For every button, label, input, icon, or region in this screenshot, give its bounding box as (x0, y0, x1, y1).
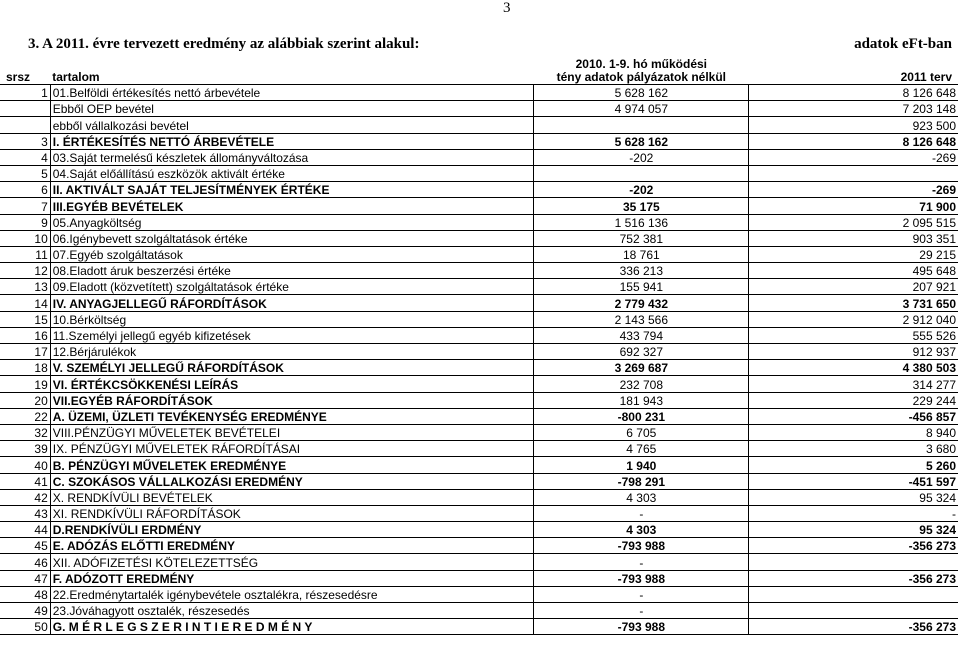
row-actual: 6 705 (534, 424, 749, 440)
table-row (0, 392, 958, 408)
row-label: IX. PÉNZÜGYI MŰVELETEK RÁFORDÍTÁSAI (50, 441, 534, 457)
row-plan: 314 277 (749, 376, 958, 392)
row-srsz (0, 117, 50, 133)
header-tartalom: tartalom (52, 70, 100, 84)
row-actual: 5 628 162 (534, 85, 749, 101)
row-label: 12.Bérjárulékok (50, 344, 534, 360)
table-row (0, 408, 958, 424)
row-actual: 4 765 (534, 441, 749, 457)
row-srsz: 48 (0, 586, 50, 602)
row-srsz: 13 (0, 279, 50, 295)
table-row (0, 619, 958, 635)
row-label: V. SZEMÉLYI JELLEGŰ RÁFORDÍTÁSOK (50, 360, 534, 376)
table-row (0, 489, 958, 505)
row-plan: 95 324 (749, 522, 958, 538)
row-label: XI. RENDKÍVÜLI RÁFORDÍTÁSOK (50, 505, 534, 521)
row-actual: -793 988 (534, 538, 749, 554)
row-actual: 433 794 (534, 327, 749, 343)
row-plan: 8 940 (749, 424, 958, 440)
row-label: 09.Eladott (közvetített) szolgáltatások értéke (50, 279, 534, 295)
row-actual: - (534, 586, 749, 602)
table-row (0, 214, 958, 230)
row-actual: 232 708 (534, 376, 749, 392)
row-actual: -202 (534, 182, 749, 198)
row-plan: 207 921 (749, 279, 958, 295)
row-actual: 18 761 (534, 246, 749, 262)
table-row (0, 376, 958, 392)
row-actual: 752 381 (534, 230, 749, 246)
row-label: XII. ADÓFIZETÉSI KÖTELEZETTSÉG (50, 554, 534, 570)
row-srsz: 9 (0, 214, 50, 230)
row-srsz: 50 (0, 619, 50, 635)
row-label: B. PÉNZÜGYI MŰVELETEK EREDMÉNYE (50, 457, 534, 473)
row-actual: 1 516 136 (534, 214, 749, 230)
row-label: I. ÉRTÉKESÍTÉS NETTÓ ÁRBEVÉTELE (50, 133, 534, 149)
row-srsz: 4 (0, 149, 50, 165)
header-actual-line2: tény adatok pályázatok nélkül (556, 70, 727, 84)
row-plan: -456 857 (749, 408, 958, 424)
table-row (0, 198, 958, 214)
table-header-row (0, 56, 958, 85)
row-plan: -356 273 (749, 538, 958, 554)
table-row (0, 165, 958, 181)
row-actual: -800 231 (534, 408, 749, 424)
row-plan: 3 731 650 (749, 295, 958, 311)
row-label: 23.Jóváhagyott osztalék, részesedés (50, 603, 534, 619)
row-label: ebből vállalkozási bevétel (50, 117, 534, 133)
row-plan: 5 260 (749, 457, 958, 473)
row-plan: 8 126 648 (749, 85, 958, 101)
row-srsz: 18 (0, 360, 50, 376)
row-plan (749, 603, 958, 619)
row-actual (534, 165, 749, 181)
row-label: Ebből OEP bevétel (50, 101, 534, 117)
table-row (0, 538, 958, 554)
table-row (0, 117, 958, 133)
row-label: 11.Személyi jellegű egyéb kifizetések (50, 327, 534, 343)
row-srsz: 3 (0, 133, 50, 149)
header-plan: 2011 terv (900, 70, 952, 84)
row-plan: 2 095 515 (749, 214, 958, 230)
row-srsz: 43 (0, 505, 50, 521)
row-label: 01.Belföldi értékesítés nettó árbevétele (50, 85, 534, 101)
row-actual: - (534, 603, 749, 619)
row-srsz: 22 (0, 408, 50, 424)
row-plan: -269 (749, 149, 958, 165)
row-label: III.EGYÉB BEVÉTELEK (50, 198, 534, 214)
row-label: IV. ANYAGJELLEGŰ RÁFORDÍTÁSOK (50, 295, 534, 311)
row-srsz: 17 (0, 344, 50, 360)
table-row (0, 85, 958, 101)
row-actual: 692 327 (534, 344, 749, 360)
row-label: VII.EGYÉB RÁFORDÍTÁSOK (50, 392, 534, 408)
row-srsz: 16 (0, 327, 50, 343)
row-plan: 923 500 (749, 117, 958, 133)
table-row (0, 344, 958, 360)
row-actual: 35 175 (534, 198, 749, 214)
row-label: II. AKTIVÁLT SAJÁT TELJESÍTMÉNYEK ÉRTÉKE (50, 182, 534, 198)
row-plan (749, 165, 958, 181)
table-row (0, 246, 958, 262)
row-label: 07.Egyéb szolgáltatások (50, 246, 534, 262)
row-plan: 912 937 (749, 344, 958, 360)
row-srsz: 42 (0, 489, 50, 505)
row-label: VIII.PÉNZÜGYI MŰVELETEK BEVÉTELEI (50, 424, 534, 440)
row-plan: 229 244 (749, 392, 958, 408)
row-label: G. M É R L E G S Z E R I N T I E R E D M É N Y (50, 619, 534, 635)
row-actual: 336 213 (534, 263, 749, 279)
row-actual: 5 628 162 (534, 133, 749, 149)
row-plan: 903 351 (749, 230, 958, 246)
row-srsz: 44 (0, 522, 50, 538)
row-label: 22.Eredménytartalék igénybevétele osztalékra, részesedésre (50, 586, 534, 602)
row-srsz: 1 (0, 85, 50, 101)
row-srsz: 10 (0, 230, 50, 246)
table-row (0, 505, 958, 521)
table-row (0, 101, 958, 117)
row-label: C. SZOKÁSOS VÁLLALKOZÁSI EREDMÉNY (50, 473, 534, 489)
row-plan (749, 554, 958, 570)
row-plan (749, 586, 958, 602)
row-label: F. ADÓZOTT EREDMÉNY (50, 570, 534, 586)
section-title: 3. A 2011. évre tervezett eredmény az alábbiak szerint alakul: (28, 36, 420, 52)
row-plan: -451 597 (749, 473, 958, 489)
table-row (0, 182, 958, 198)
table-row (0, 311, 958, 327)
table-row (0, 603, 958, 619)
table-row (0, 327, 958, 343)
row-plan: 29 215 (749, 246, 958, 262)
row-plan: 4 380 503 (749, 360, 958, 376)
row-actual (534, 117, 749, 133)
row-actual: -793 988 (534, 570, 749, 586)
row-actual: 155 941 (534, 279, 749, 295)
row-actual: 2 143 566 (534, 311, 749, 327)
row-label: 10.Bérköltség (50, 311, 534, 327)
row-label: 08.Eladott áruk beszerzési értéke (50, 263, 534, 279)
row-srsz (0, 101, 50, 117)
header-srsz: srsz (6, 70, 31, 84)
row-label: E. ADÓZÁS ELŐTTI EREDMÉNY (50, 538, 534, 554)
header-actual-line1: 2010. 1-9. hó működési (575, 57, 708, 71)
row-plan: -356 273 (749, 570, 958, 586)
row-srsz: 7 (0, 198, 50, 214)
row-actual: -793 988 (534, 619, 749, 635)
row-actual: - (534, 505, 749, 521)
row-srsz: 20 (0, 392, 50, 408)
row-actual: 1 940 (534, 457, 749, 473)
row-srsz: 12 (0, 263, 50, 279)
table-row (0, 133, 958, 149)
table-row (0, 279, 958, 295)
row-srsz: 41 (0, 473, 50, 489)
result-table-body (0, 56, 958, 635)
table-row (0, 230, 958, 246)
table-row (0, 424, 958, 440)
row-srsz: 14 (0, 295, 50, 311)
row-plan: -356 273 (749, 619, 958, 635)
table-row (0, 586, 958, 602)
row-plan: - (749, 505, 958, 521)
table-row (0, 457, 958, 473)
row-plan: 495 648 (749, 263, 958, 279)
table-row (0, 522, 958, 538)
row-srsz: 40 (0, 457, 50, 473)
row-label: VI. ÉRTÉKCSÖKKENÉSI LEÍRÁS (50, 376, 534, 392)
row-plan: 3 680 (749, 441, 958, 457)
section-heading (28, 36, 956, 56)
row-plan: 71 900 (749, 198, 958, 214)
row-plan: 555 526 (749, 327, 958, 343)
table-row (0, 263, 958, 279)
row-actual: - (534, 554, 749, 570)
row-plan: 7 203 148 (749, 101, 958, 117)
row-actual: 3 269 687 (534, 360, 749, 376)
table-row (0, 360, 958, 376)
page-number: 3 (503, 0, 511, 16)
row-srsz: 5 (0, 165, 50, 181)
row-actual: 4 974 057 (534, 101, 749, 117)
row-srsz: 45 (0, 538, 50, 554)
row-label: 05.Anyagköltség (50, 214, 534, 230)
row-label: 03.Saját termelésű készletek állományváltozása (50, 149, 534, 165)
table-row (0, 570, 958, 586)
table-row (0, 149, 958, 165)
row-actual: 4 303 (534, 522, 749, 538)
row-label: 06.Igénybevett szolgáltatások értéke (50, 230, 534, 246)
result-table (0, 56, 958, 635)
row-actual: -202 (534, 149, 749, 165)
row-plan: -269 (749, 182, 958, 198)
row-srsz: 19 (0, 376, 50, 392)
row-plan: 95 324 (749, 489, 958, 505)
row-plan: 8 126 648 (749, 133, 958, 149)
table-row (0, 295, 958, 311)
table-row (0, 554, 958, 570)
row-label: 04.Saját előállítású eszközök aktivált értéke (50, 165, 534, 181)
row-srsz: 46 (0, 554, 50, 570)
row-plan: 2 912 040 (749, 311, 958, 327)
row-srsz: 49 (0, 603, 50, 619)
row-actual: 181 943 (534, 392, 749, 408)
row-label: A. ÜZEMI, ÜZLETI TEVÉKENYSÉG EREDMÉNYE (50, 408, 534, 424)
row-srsz: 39 (0, 441, 50, 457)
row-srsz: 32 (0, 424, 50, 440)
header-actual (534, 56, 749, 85)
row-label: D.RENDKÍVÜLI ERDMÉNY (50, 522, 534, 538)
row-actual: 4 303 (534, 489, 749, 505)
row-srsz: 11 (0, 246, 50, 262)
row-srsz: 15 (0, 311, 50, 327)
table-row (0, 473, 958, 489)
table-row (0, 441, 958, 457)
row-label: X. RENDKÍVÜLI BEVÉTELEK (50, 489, 534, 505)
row-actual: 2 779 432 (534, 295, 749, 311)
row-srsz: 47 (0, 570, 50, 586)
row-actual: -798 291 (534, 473, 749, 489)
row-srsz: 6 (0, 182, 50, 198)
unit-label: adatok eFt-ban (854, 36, 952, 52)
